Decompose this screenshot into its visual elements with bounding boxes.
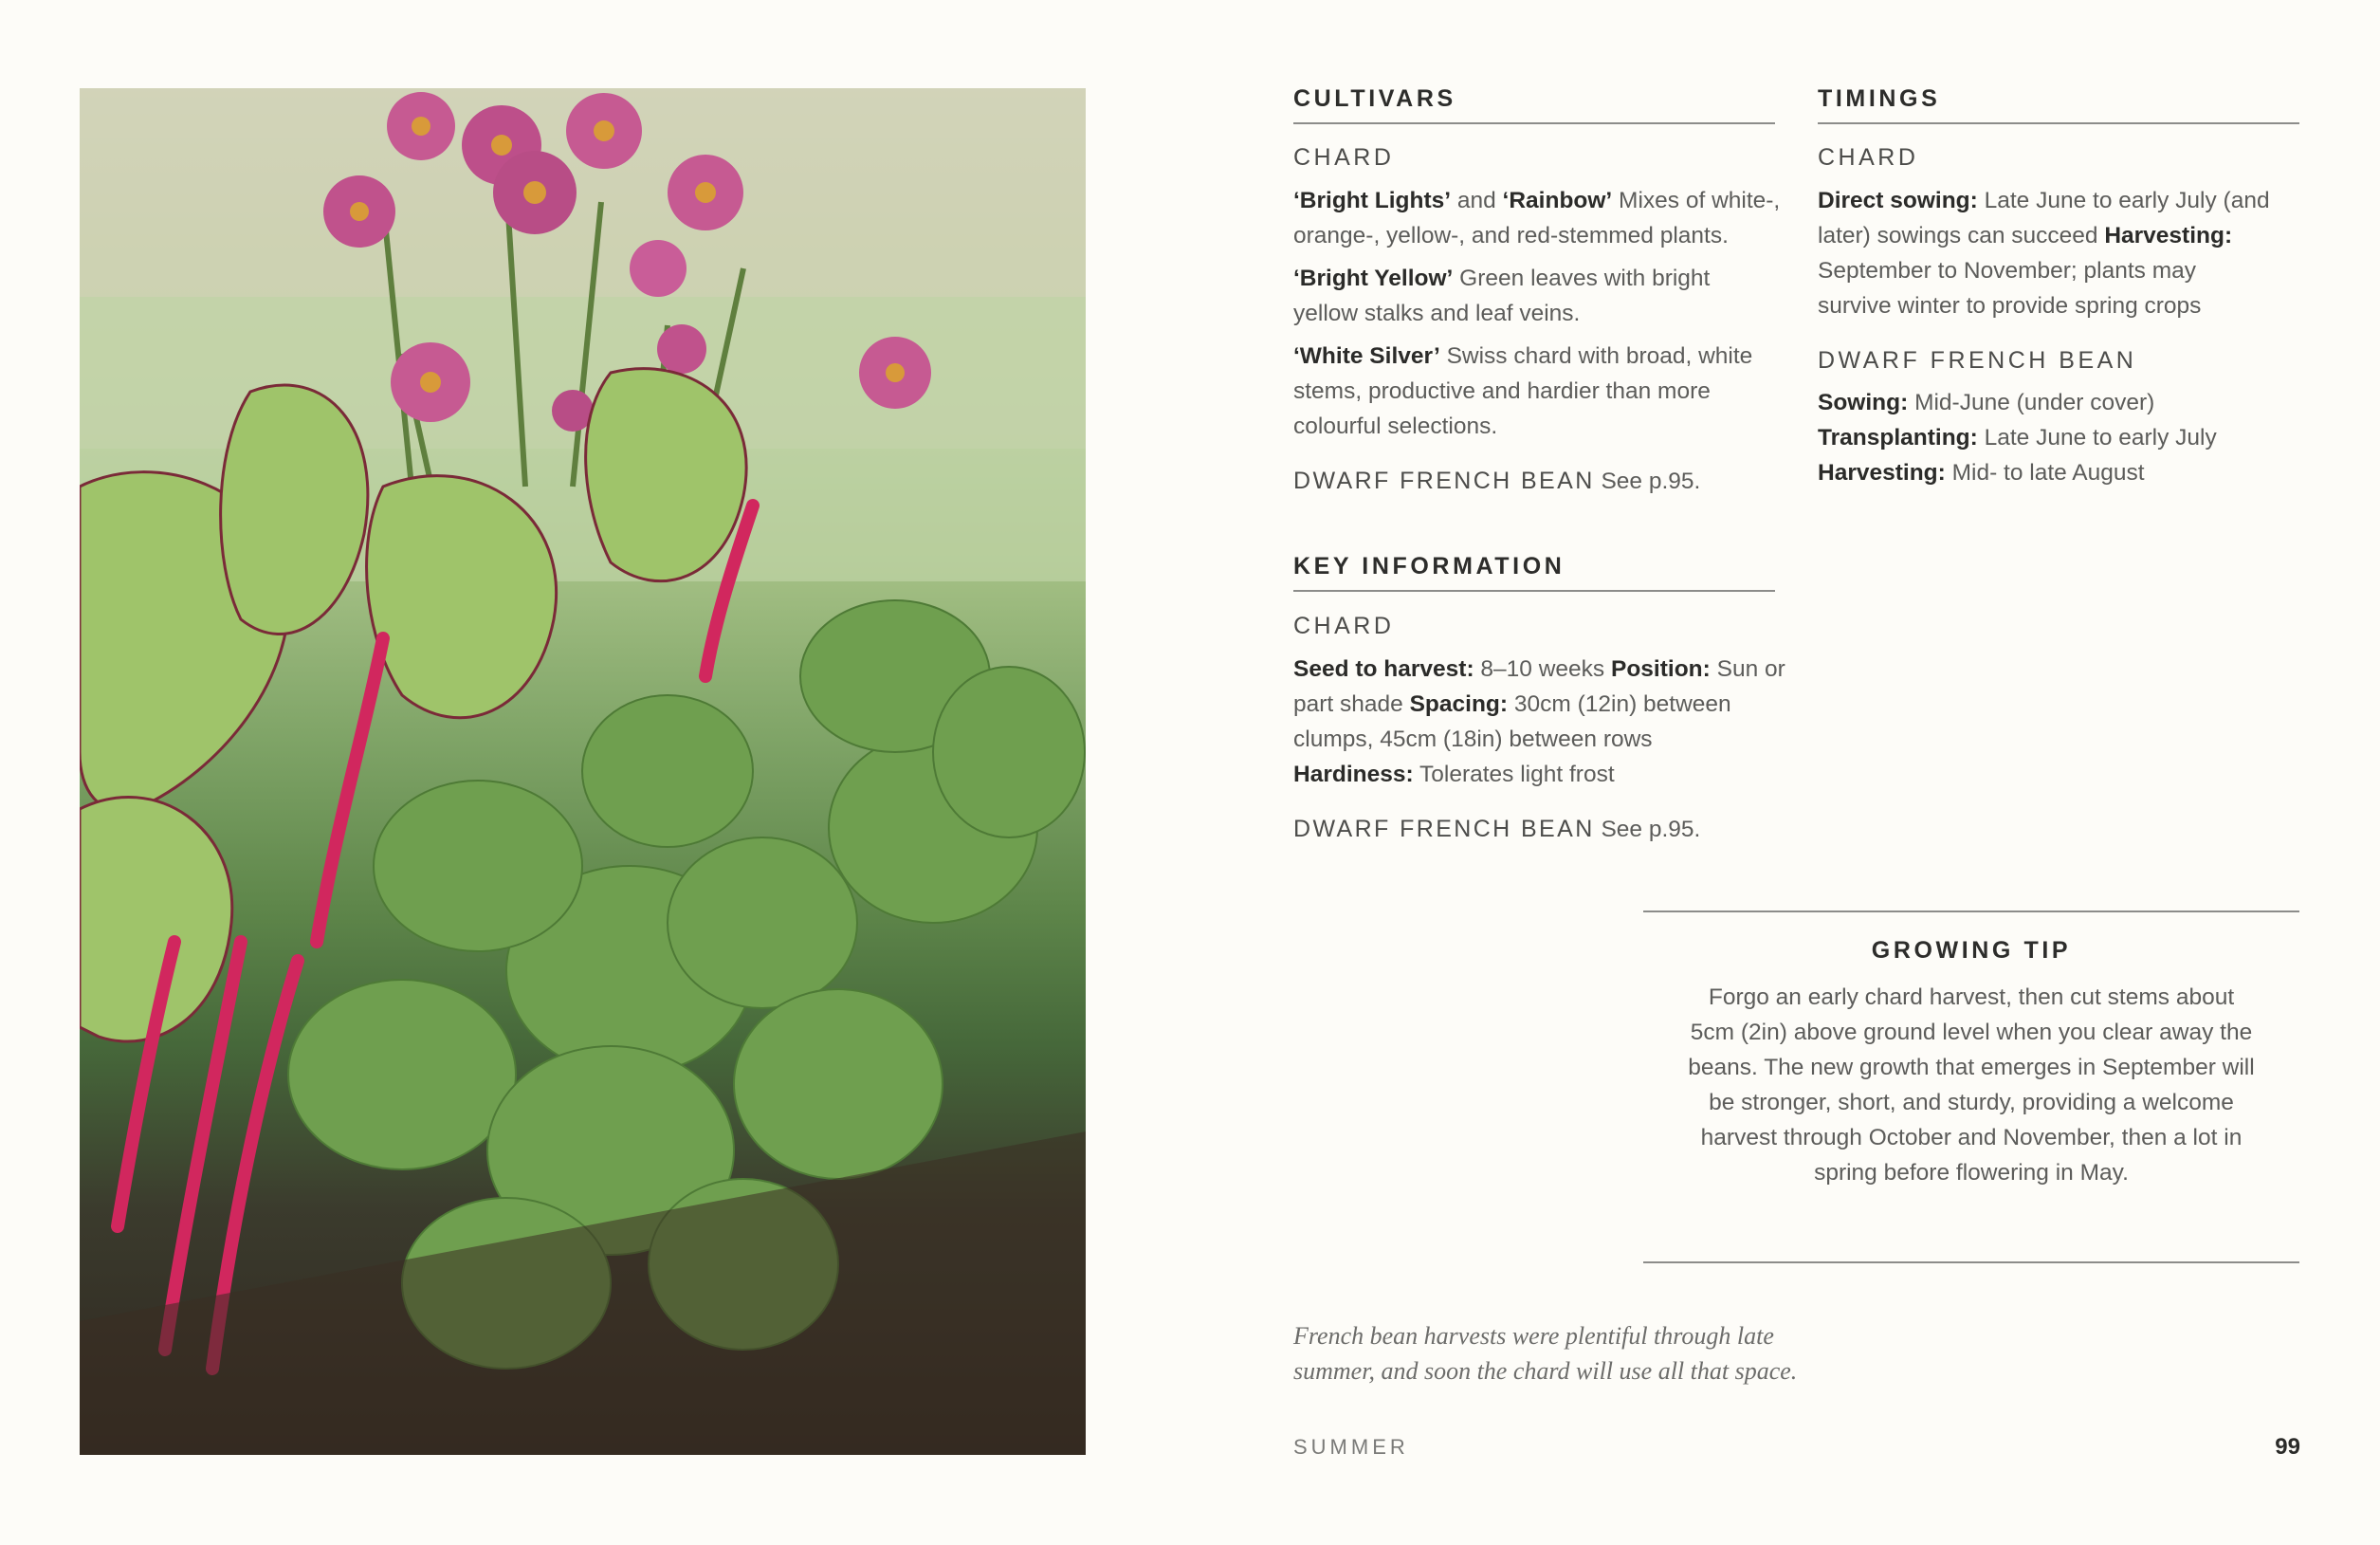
- tip-line: spring before flowering in May.: [1814, 1160, 2129, 1186]
- timings-chard: [1818, 183, 2311, 323]
- position-value-cont: part shade: [1293, 691, 1410, 717]
- timings-chard-label: CHARD: [1818, 144, 1919, 171]
- cultivar-name: ‘Bright Yellow’: [1293, 266, 1454, 291]
- tip-line: harvest through October and November, then a lot in: [1700, 1125, 2243, 1150]
- tip-line: 5cm (2in) above ground level when you clear away the: [1690, 1020, 2253, 1045]
- key-info-chard-label: CHARD: [1293, 613, 1395, 639]
- key-info-bean-ref: [1293, 816, 1700, 843]
- growing-tip-body: [1661, 980, 2281, 1190]
- cultivar-desc: Mixes of white-,: [1612, 188, 1781, 213]
- cultivars-bean-ref: [1293, 468, 1700, 495]
- bean-transplanting-value: Late June to early July: [1977, 425, 2217, 451]
- cultivar-item: [1293, 261, 1786, 331]
- cultivar-item: [1293, 339, 1786, 444]
- cultivar-desc: Green leaves with bright: [1453, 266, 1711, 291]
- photo-caption: [1293, 1318, 1881, 1389]
- cultivar-desc: yellow stalks and leaf veins.: [1293, 301, 1581, 326]
- direct-sowing-value: Late June to early July (and: [1977, 188, 2270, 213]
- bean-sowing-label: Sowing:: [1818, 390, 1909, 415]
- key-info-bean-see: See p.95.: [1594, 817, 1701, 842]
- key-info-heading: KEY INFORMATION: [1293, 553, 1565, 579]
- tip-top-rule: [1643, 910, 2299, 912]
- cultivar-item: [1293, 183, 1786, 253]
- garden-photo: [80, 88, 1086, 1455]
- bean-transplanting-label: Transplanting:: [1818, 425, 1978, 451]
- hardiness-value: Tolerates light frost: [1413, 762, 1615, 787]
- cultivar-name: ‘White Silver’: [1293, 343, 1440, 369]
- tip-line: beans. The new growth that emerges in September will: [1688, 1055, 2255, 1080]
- garden-photo-icon: [80, 88, 1086, 1455]
- cultivar-name: ‘Rainbow’: [1502, 188, 1613, 213]
- position-value: Sun or: [1710, 656, 1785, 682]
- spacing-value-cont: clumps, 45cm (18in) between rows: [1293, 727, 1653, 752]
- cultivar-connector: and: [1451, 188, 1503, 213]
- bean-harvesting-value: Mid- to late August: [1945, 460, 2145, 486]
- caption-line: summer, and soon the chard will use all that space.: [1293, 1357, 1798, 1385]
- bean-harvesting-label: Harvesting:: [1818, 460, 1946, 486]
- timings-bean: [1818, 385, 2311, 490]
- timings-rule: [1818, 122, 2299, 124]
- footer-section-label: SUMMER: [1293, 1435, 1409, 1459]
- spacing-value: 30cm (12in) between: [1508, 691, 1731, 717]
- cultivars-chard-label: CHARD: [1293, 144, 1395, 171]
- cultivar-desc: Swiss chard with broad, white: [1439, 343, 1753, 369]
- cultivars-bean-see: See p.95.: [1594, 469, 1701, 494]
- cultivars-bean-label: DWARF FRENCH BEAN: [1293, 468, 1595, 494]
- seed-value: 8–10 weeks: [1474, 656, 1611, 682]
- spacing-label: Spacing:: [1409, 691, 1509, 717]
- tip-bottom-rule: [1643, 1261, 2299, 1263]
- seed-label: Seed to harvest:: [1293, 656, 1474, 682]
- cultivar-desc: orange-, yellow-, and red-stemmed plants.: [1293, 223, 1729, 248]
- direct-sowing-value-cont: later) sowings can succeed: [1818, 223, 2105, 248]
- tip-line: be stronger, short, and sturdy, providing a welcome: [1709, 1090, 2234, 1115]
- key-info-rule: [1293, 590, 1775, 592]
- key-info-chard: [1293, 652, 1796, 792]
- chard-harvesting-value-cont: survive winter to provide spring crops: [1818, 293, 2202, 319]
- timings-bean-label: DWARF FRENCH BEAN: [1818, 347, 2137, 374]
- growing-tip-heading: GROWING TIP: [1871, 937, 2072, 964]
- caption-line: French bean harvests were plentiful through late: [1293, 1322, 1774, 1350]
- chard-harvesting-label: Harvesting:: [2104, 223, 2233, 248]
- page-number: 99: [2275, 1434, 2300, 1460]
- key-info-bean-label: DWARF FRENCH BEAN: [1293, 816, 1595, 842]
- cultivars-heading: CULTIVARS: [1293, 85, 1456, 112]
- cultivars-rule: [1293, 122, 1775, 124]
- bean-sowing-value: Mid-June (under cover): [1908, 390, 2155, 415]
- hardiness-label: Hardiness:: [1293, 762, 1414, 787]
- timings-heading: TIMINGS: [1818, 85, 1941, 112]
- position-label: Position:: [1611, 656, 1711, 682]
- chard-harvesting-value: September to November; plants may: [1818, 258, 2196, 284]
- direct-sowing-label: Direct sowing:: [1818, 188, 1978, 213]
- cultivar-desc: colourful selections.: [1293, 414, 1498, 439]
- cultivar-desc: stems, productive and hardier than more: [1293, 378, 1711, 404]
- tip-line: Forgo an early chard harvest, then cut stems about: [1708, 984, 2235, 1010]
- cultivar-name: ‘Bright Lights’: [1293, 188, 1452, 213]
